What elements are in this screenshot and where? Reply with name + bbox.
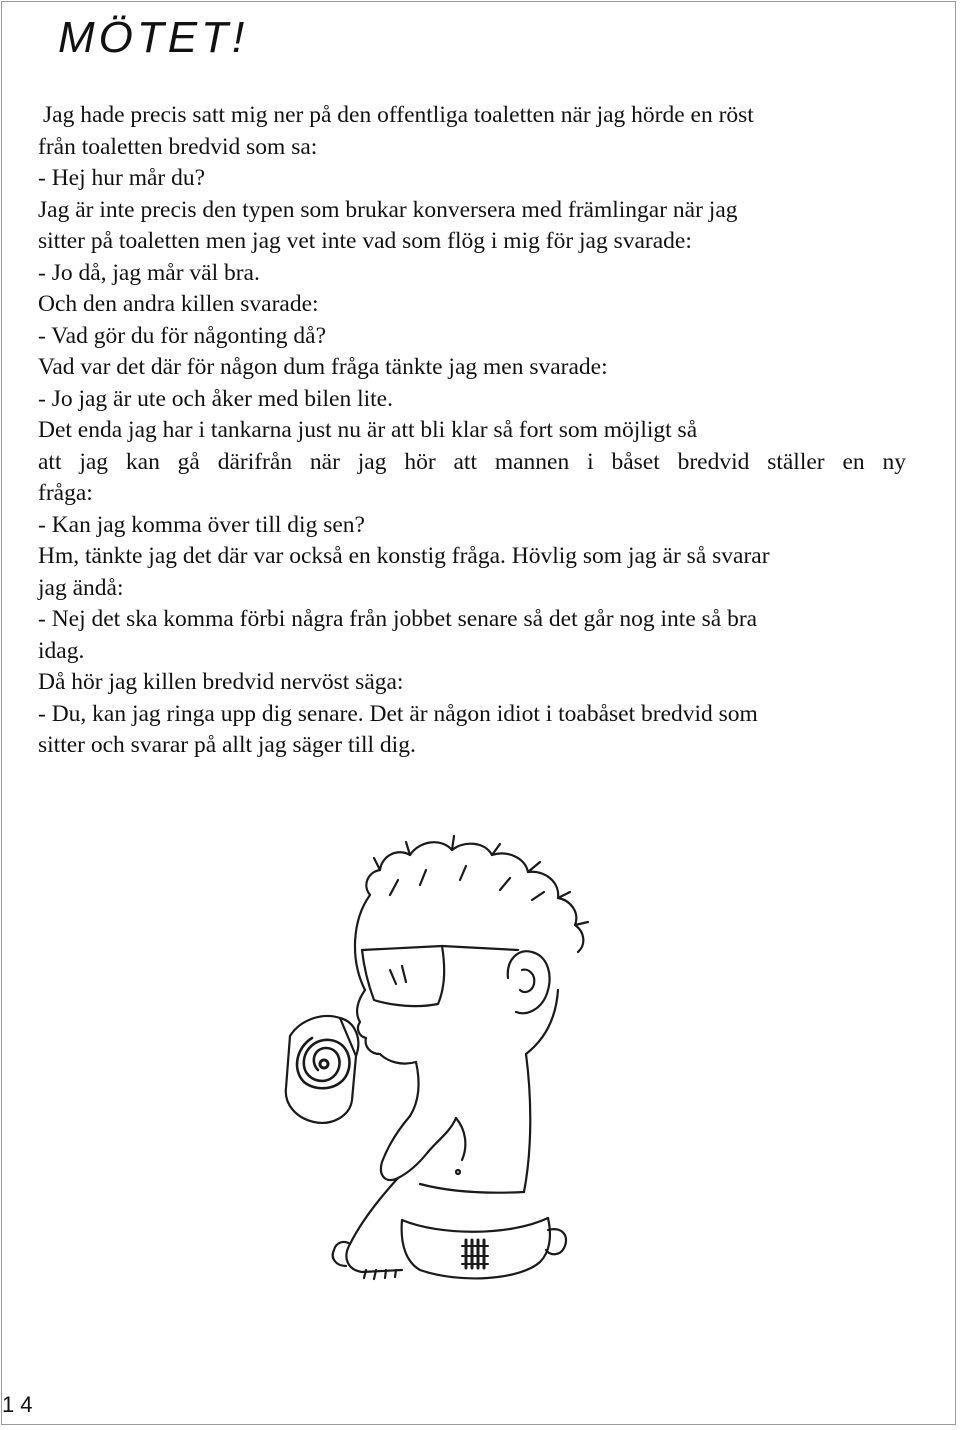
story-line: fråga: [38,480,93,506]
story-line: - Hej hur mår du? [38,165,206,191]
story-line: sitter på toaletten men jag vet inte vad som flög i mig för jag svarade: [38,228,692,254]
story-line: Jag hade precis satt mig ner på den offentliga toaletten när jag hörde en röst [43,102,754,128]
child-on-potty-with-toilet-roll-illustration [270,800,690,1320]
story-line: Jag är inte precis den typen som brukar konversera med främlingar när jag [38,196,738,223]
page-title: MÖTET! [58,13,249,62]
story-line: Vad var det där för någon dum fråga tänkte jag men svarade: [38,354,608,380]
story-line: - Vad gör du för någonting då? [38,322,327,349]
story-line: - Jo då, jag mår väl bra. [38,259,260,286]
story-line: - Nej det ska komma förbi några från jobbet senare så det går nog inte så bra [38,606,758,632]
story-line: - Kan jag komma över till dig sen? [38,511,365,538]
story-line: att jag kan gå därifrån när jag hör att mannen i båset bredvid ställer en ny [38,448,906,475]
story-line: Hm, tänkte jag det där var också en konstig fråga. Hövlig som jag är så svarar [38,543,770,569]
story-line: från toaletten bredvid som sa: [38,133,318,160]
story-text [38,100,906,762]
story-line: - Du, kan jag ringa upp dig senare. Det är någon idiot i toabåset bredvid som [38,700,758,727]
story-line: Och den andra killen svarade: [38,291,319,317]
story-line: jag ändå: [38,574,124,601]
story-line: idag. [38,637,85,664]
story-line: - Jo jag är ute och åker med bilen lite. [38,385,393,412]
story-line: sitter och svarar på allt jag säger till dig. [38,732,416,758]
story-line: Det enda jag har i tankarna just nu är att bli klar så fort som möjligt så [38,417,698,443]
story-line: Då hör jag killen bredvid nervöst säga: [38,669,404,695]
page-number: 14 [2,1392,39,1417]
